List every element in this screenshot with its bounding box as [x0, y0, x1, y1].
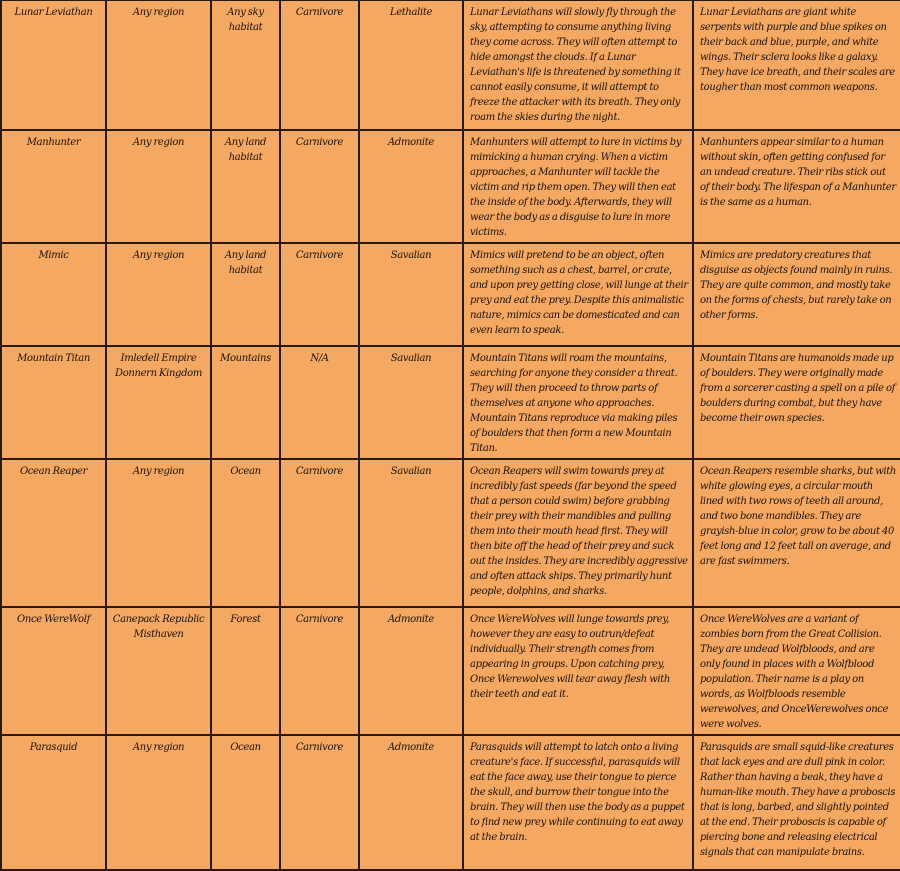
creature-name: Mimic: [1, 243, 106, 346]
creature-name: Parasquid: [1, 735, 106, 870]
creature-appearance: Parasquids are small squid-like creatures that lack eyes and are dull pink in color. Rather than having a beak, they have a human-like mouth. They have a proboscis that is long, barbed, and slightly pointed at the end. Their proboscis is capable of piercing bone and releasing electrical signals that can manipulate brains.: [693, 735, 900, 870]
creature-region: Any region: [106, 130, 211, 243]
creature-behavior: Once WereWolves will lunge towards prey, however they are easy to outrun/defeat individually. Their strength comes from appearing in groups. Upon catching prey, Once Werewolves will tear away flesh with their teeth and eat it.: [463, 607, 693, 735]
creature-region: Any region: [106, 0, 211, 130]
creature-appearance: Lunar Leviathans are giant white serpents with purple and blue spikes on their back and blue, purple, and white wings. Their sclera looks like a galaxy. They have ice breath, and their scales are tougher than most common weapons.: [693, 0, 900, 130]
creature-diet: Carnivore: [280, 459, 359, 607]
creature-dimension: Savalian: [359, 459, 463, 607]
creature-name: Once WereWolf: [1, 607, 106, 735]
creature-behavior: Ocean Reapers will swim towards prey at incredibly fast speeds (far beyond the speed that a person could swim) before grabbing their prey with their mandibles and pulling them into their mouth head first. They will then bite off the head of their prey and suck out the insides. They are incredibly aggressive and often attack ships. They primarily hunt people, dolphins, and sharks.: [463, 459, 693, 607]
creature-habitat: Ocean: [211, 735, 280, 870]
creature-habitat: Any land habitat: [211, 130, 280, 243]
table-row: [1, 346, 900, 459]
creature-dimension: Admonite: [359, 130, 463, 243]
creature-appearance: Ocean Reapers resemble sharks, but with white glowing eyes, a circular mouth lined with two rows of teeth all around, and two bone mandibles. They are grayish-blue in color, grow to be about 40 feet long and 12 feet tall on average, and are fast swimmers.: [693, 459, 900, 607]
creature-dimension: Lethalite: [359, 0, 463, 130]
creature-appearance: Mountain Titans are humanoids made up of boulders. They were originally made from a sorcerer casting a spell on a pile of boulders during combat, but they have become their own species.: [693, 346, 900, 459]
creature-name: Manhunter: [1, 130, 106, 243]
creature-habitat: Mountains: [211, 346, 280, 459]
creature-region: Imledell Empire Donnern Kingdom: [106, 346, 211, 459]
creature-dimension: Savalian: [359, 243, 463, 346]
creature-region: Any region: [106, 243, 211, 346]
creature-diet: N/A: [280, 346, 359, 459]
creature-dimension: Savalian: [359, 346, 463, 459]
creature-habitat: Ocean: [211, 459, 280, 607]
creature-behavior: Parasquids will attempt to latch onto a living creature's face. If successful, parasquids will eat the face away, use their tongue to pierce the skull, and burrow their tongue into the brain. They will then use the body as a puppet to find new prey while continuing to eat away at the brain.: [463, 735, 693, 870]
creature-dimension: Admonite: [359, 607, 463, 735]
creature-habitat: Any sky habitat: [211, 0, 280, 130]
creature-diet: Carnivore: [280, 735, 359, 870]
creature-behavior: Mimics will pretend to be an object, often something such as a chest, barrel, or crate, and upon prey getting close, will lunge at their prey and eat the prey. Despite this animalistic nature, mimics can be domesticated and can even learn to speak.: [463, 243, 693, 346]
creature-region: Any region: [106, 735, 211, 870]
creature-name: Lunar Leviathan: [1, 0, 106, 130]
creature-dimension: Admonite: [359, 735, 463, 870]
table-row: [1, 130, 900, 243]
table-row: [1, 0, 900, 130]
creature-appearance: Mimics are predatory creatures that disguise as objects found mainly in ruins. They are quite common, and mostly take on the forms of chests, but rarely take on other forms.: [693, 243, 900, 346]
creature-appearance: Manhunters appear similar to a human without skin, often getting confused for an undead creature. Their ribs stick out of their body. The lifespan of a Manhunter is the same as a human.: [693, 130, 900, 243]
creature-region: Canepack Republic Misthaven: [106, 607, 211, 735]
creature-habitat: Any land habitat: [211, 243, 280, 346]
creature-behavior: Manhunters will attempt to lure in victims by mimicking a human crying. When a victim approaches, a Manhunter will tackle the victim and rip them open. They will then eat the inside of the body. Afterwards, they will wear the body as a disguise to lure in more victims.: [463, 130, 693, 243]
creature-region: Any region: [106, 459, 211, 607]
creature-behavior: Mountain Titans will roam the mountains, searching for anyone they consider a threat. They will then proceed to throw parts of themselves at anyone who approaches. Mountain Titans reproduce via making piles of boulders that then form a new Mountain Titan.: [463, 346, 693, 459]
table-row: [1, 459, 900, 607]
creature-diet: Carnivore: [280, 0, 359, 130]
creature-name: Mountain Titan: [1, 346, 106, 459]
table-row: [1, 243, 900, 346]
creature-diet: Carnivore: [280, 607, 359, 735]
creature-habitat: Forest: [211, 607, 280, 735]
creature-appearance: Once WereWolves are a variant of zombies born from the Great Collision. They are undead Wolfbloods, and are only found in places with a Wolfblood population. Their name is a play on words, as Wolfbloods resemble werewolves, and OnceWerewolves once were wolves.: [693, 607, 900, 735]
creature-behavior: Lunar Leviathans will slowly fly through the sky, attempting to consume anything living they come across. They will often attempt to hide amongst the clouds. If a Lunar Leviathan's life is threatened by something it cannot easily consume, it will attempt to freeze the attacker with its breath. They only roam the skies during the night.: [463, 0, 693, 130]
creature-diet: Carnivore: [280, 130, 359, 243]
table-row: [1, 735, 900, 870]
creature-diet: Carnivore: [280, 243, 359, 346]
creature-name: Ocean Reaper: [1, 459, 106, 607]
table-row: [1, 607, 900, 735]
